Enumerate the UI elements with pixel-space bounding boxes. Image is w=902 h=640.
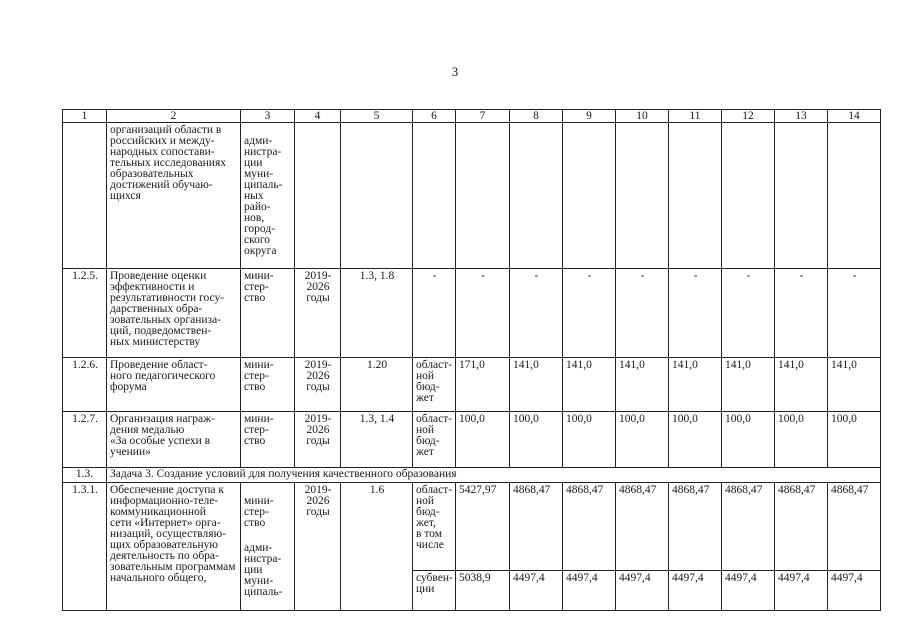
header-cell: 5: [341, 110, 413, 123]
value-cell: -: [722, 269, 775, 358]
header-cell: 13: [775, 110, 828, 123]
value-cell: 4497,4: [775, 571, 828, 611]
row-number-cell: 1.2.5.: [63, 269, 107, 358]
header-cell: 11: [669, 110, 722, 123]
value-cell: [456, 123, 510, 269]
value-cell: -: [563, 269, 616, 358]
value-cell: 141,0: [616, 358, 669, 412]
value-cell: [669, 123, 722, 269]
value-cell: 4497,4: [669, 571, 722, 611]
source-cell: област- ной бюд- жет, в том числе: [413, 483, 456, 571]
value-cell: 141,0: [510, 358, 563, 412]
header-cell: 8: [510, 110, 563, 123]
value-cell: -: [828, 269, 881, 358]
task-title: Задача 3. Создание условий для получения качественного образования: [107, 468, 881, 483]
value-cell: 4868,47: [669, 483, 722, 571]
value-cell: [775, 123, 828, 269]
activity-cell: Организация награж- дения медалью «За особые успехи в учении»: [107, 412, 241, 468]
value-cell: 141,0: [669, 358, 722, 412]
source-cell: -: [413, 269, 456, 358]
value-cell: 100,0: [456, 412, 510, 468]
value-cell: -: [669, 269, 722, 358]
value-cell: 4868,47: [616, 483, 669, 571]
header-row: [63, 110, 881, 123]
header-cell: 12: [722, 110, 775, 123]
source-cell: [413, 123, 456, 269]
row-number-cell: 1.2.7.: [63, 412, 107, 468]
header-cell: 9: [563, 110, 616, 123]
header-cell: 7: [456, 110, 510, 123]
executor-cell: мини- стер- ство: [241, 269, 295, 358]
executor-cell: мини- стер- ство: [241, 412, 295, 468]
value-cell: [563, 123, 616, 269]
value-cell: 141,0: [828, 358, 881, 412]
indicators-cell: 1.3, 1.4: [341, 412, 413, 468]
value-cell: 4868,47: [828, 483, 881, 571]
page-number: 3: [451, 64, 459, 79]
years-cell: [295, 123, 341, 269]
header-cell: 1: [63, 110, 107, 123]
value-cell: 100,0: [616, 412, 669, 468]
activity-cell: организаций области в российских и между- народных сопостави- тельных исследованиях образовательных достижений обучаю- щихся: [107, 123, 241, 269]
header-cell: 3: [241, 110, 295, 123]
value-cell: 4497,4: [616, 571, 669, 611]
value-cell: 100,0: [775, 412, 828, 468]
table-row: [63, 412, 881, 468]
value-cell: 5038,9: [456, 571, 510, 611]
value-cell: 141,0: [722, 358, 775, 412]
source-cell: област- ной бюд- жет: [413, 358, 456, 412]
value-cell: 4868,47: [722, 483, 775, 571]
table-row: [63, 483, 881, 571]
value-cell: 141,0: [775, 358, 828, 412]
row-number-cell: [63, 123, 107, 269]
program-table: [62, 109, 881, 611]
value-cell: 4497,4: [828, 571, 881, 611]
years-cell: 2019- 2026 годы: [295, 358, 341, 412]
executor-cell: адми- нистра- ции муни- ципаль- ных райо- нов, город- ского округа: [241, 123, 295, 269]
header-cell: 4: [295, 110, 341, 123]
activity-cell: Проведение област- ного педагогического форума: [107, 358, 241, 412]
indicators-cell: 1.20: [341, 358, 413, 412]
value-cell: 100,0: [563, 412, 616, 468]
value-cell: -: [775, 269, 828, 358]
row-number-cell: 1.3.1.: [63, 483, 107, 611]
value-cell: 4497,4: [722, 571, 775, 611]
header-cell: 2: [107, 110, 241, 123]
value-cell: -: [510, 269, 563, 358]
value-cell: [616, 123, 669, 269]
value-cell: 4868,47: [775, 483, 828, 571]
value-cell: 100,0: [669, 412, 722, 468]
value-cell: 100,0: [722, 412, 775, 468]
value-cell: 141,0: [563, 358, 616, 412]
indicators-cell: [341, 123, 413, 269]
value-cell: 4497,4: [510, 571, 563, 611]
header-cell: 14: [828, 110, 881, 123]
source-cell: субвен- ции: [413, 571, 456, 611]
value-cell: 5427,97: [456, 483, 510, 571]
row-number-cell: 1.2.6.: [63, 358, 107, 412]
activity-cell: Проведение оценки эффективности и результативности госу- дарственных обра- зовательных организа- ций, подведомствен- ных министерству: [107, 269, 241, 358]
row-number-cell: 1.3.: [63, 468, 107, 483]
value-cell: -: [616, 269, 669, 358]
executor-cell: мини- стер- ство: [241, 358, 295, 412]
value-cell: [722, 123, 775, 269]
header-cell: 6: [413, 110, 456, 123]
header-cell: 10: [616, 110, 669, 123]
value-cell: 4868,47: [510, 483, 563, 571]
value-cell: 171,0: [456, 358, 510, 412]
years-cell: 2019- 2026 годы: [295, 483, 341, 611]
indicators-cell: 1.3, 1.8: [341, 269, 413, 358]
value-cell: 100,0: [828, 412, 881, 468]
source-cell: област- ной бюд- жет: [413, 412, 456, 468]
value-cell: [510, 123, 563, 269]
activity-cell: Обеспечение доступа к информационно-теле- коммуникационной сети «Интернет» орга- низаций, осуществляю- щих образовательную деятельность по обра- зовательным программам начального общего,: [107, 483, 241, 611]
task-row: [63, 468, 881, 483]
executor-cell: [241, 483, 295, 611]
indicators-cell: 1.6: [341, 483, 413, 611]
years-cell: 2019- 2026 годы: [295, 269, 341, 358]
executor-ministry: мини- стер- ство: [244, 495, 274, 529]
value-cell: 100,0: [510, 412, 563, 468]
table-row: [63, 123, 881, 269]
table-row: [63, 269, 881, 358]
value-cell: 4497,4: [563, 571, 616, 611]
value-cell: 4868,47: [563, 483, 616, 571]
value-cell: -: [456, 269, 510, 358]
executor-administrations: адми- нистра- ции муни- ципаль-: [244, 542, 283, 598]
value-cell: [828, 123, 881, 269]
years-cell: 2019- 2026 годы: [295, 412, 341, 468]
table-row: [63, 358, 881, 412]
